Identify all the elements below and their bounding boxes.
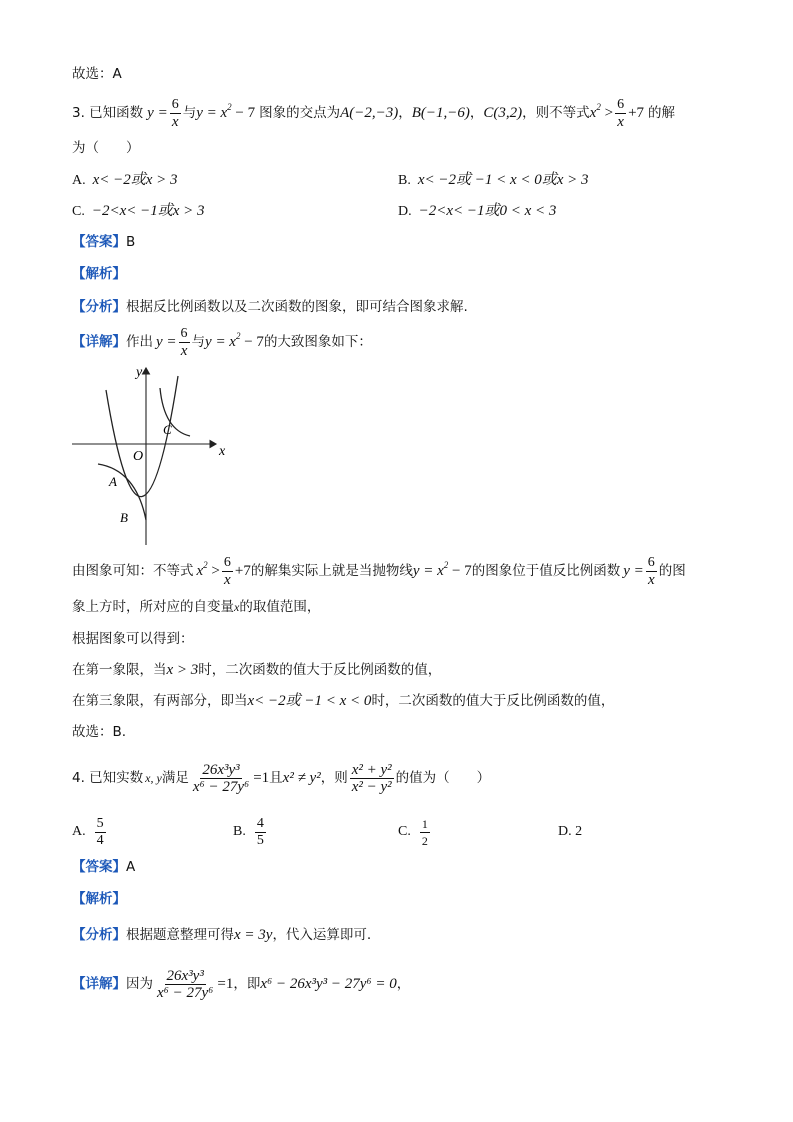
q3-answer: 【答案】B [72, 234, 136, 250]
q3-option-a: A. x< −2或x > 3 [72, 172, 178, 188]
point-c: C(3,2) [483, 105, 523, 121]
graph-label-o: O [133, 449, 144, 464]
q4-fraction-1: $\frac{\text{26x³y³}}{\text{x⁶ − 27y⁶}}$ [192, 761, 250, 795]
q4-fraction-2: $\frac{\text{x² + y²}}{\text{x² − y²}}$ [351, 761, 392, 795]
function-graph [66, 360, 236, 550]
q3-conclusion-2: 象上方时，所对应的自变量x的取值范围， [72, 599, 321, 615]
graph-label-b: B [120, 510, 128, 525]
q3-conclusion-1: 由图象可知：不等式 $x^2$ > $\frac{6}{x}$ +7 的解集实际上就是当抛物线 $y = x^2 - 7$ 的图象位于值反比例函数 y = $\frac{6}{x}$ 的图 [72, 554, 686, 588]
prev-answer: 故选：A [72, 66, 122, 82]
q3-conclusion-5: 在第三象限，有两部分，即当x< −2或 −1 < x < 0时，二次函数的值大于反比例函数的值， [72, 693, 615, 709]
q3-option-c: C. −2<x< −1或x > 3 [72, 203, 205, 219]
q4-option-b: B. $\frac{4}{5}$ [233, 815, 264, 848]
q3-frac-6-over-x: $\frac{6}{x}$ [171, 96, 179, 130]
graph-label-x: x [219, 444, 226, 459]
q4-fenxi: 【分析】根据题意整理可得x = 3y，代入运算即可. [72, 927, 372, 943]
point-b: B(−1,−6) [411, 105, 470, 121]
q3-fenxi: 【分析】根据反比例函数以及二次函数的图象，即可结合图象求解. [72, 299, 468, 315]
q3-stem-line2: 为（ ） [72, 140, 140, 156]
q4-xiangjie-fraction: $\frac{\text{26x³y³}}{\text{x⁶ − 27y⁶}}$ [157, 967, 214, 1001]
q3-conclusion-4: 在第一象限，当x > 3时，二次函数的值大于反比例函数的值， [72, 662, 442, 678]
point-a: A(−2,−3) [340, 105, 399, 121]
q4-answer: 【答案】A [72, 859, 136, 875]
q3-stem-line1: 3. 已知函数 y = $\frac{6}{x}$ 与 $y = x^2 - 7$ 图象的交点为 A(−2,−3) ， B(−1,−6) ， C(3,2) ，则不等式 $x^2$ > $\frac{6}{x}$ +7 的解 [72, 96, 676, 130]
q3-y2: $y = x^2 - 7$ [196, 102, 256, 121]
q3-stem-num: 3. 已知函数 [72, 105, 144, 121]
graph-label-y: y [136, 365, 143, 380]
q3-analysis-tag: 【解析】 [72, 266, 126, 282]
q4-xiangjie: 【详解】 因为 $\frac{\text{26x³y³}}{\text{x⁶ − 27y⁶}}$ =1 ，即 x⁶ − 26x³y³ − 27y⁶ = 0 ， [72, 967, 411, 1001]
q3-y1: y = [147, 105, 168, 121]
q4-stem: 4. 已知实数 x, y 满足 $\frac{\text{26x³y³}}{\text{x⁶ − 27y⁶}}$ =1 且 x² ≠ y² ，则 $\frac{\text{x² + y²}}{\text{x² − y²}}$ 的值为（ ） [72, 761, 491, 795]
q4-option-a: A. $\frac{5}{4}$ [72, 815, 104, 848]
graph-label-c: C [163, 422, 172, 437]
q3-conclusion-3: 根据图象可以得到： [72, 631, 194, 647]
graph-label-a: A [109, 474, 117, 489]
q3-inequality: $x^2$ > [589, 102, 614, 121]
q3-xiangjie: 【详解】 作出 y = $\frac{6}{x}$ 与 $y = x^2 - 7$ 的大致图象如下： [72, 325, 372, 359]
q3-option-b: B. x< −2或 −1 < x < 0或x > 3 [398, 172, 589, 188]
q4-option-c: C. $\frac{1}{2}$ [398, 816, 428, 848]
q3-option-d: D. −2<x< −1或0 < x < 3 [398, 203, 557, 219]
q4-analysis-tag: 【解析】 [72, 891, 126, 907]
q4-option-d: D. 2 [558, 824, 583, 839]
q3-conclusion-6: 故选：B. [72, 724, 127, 740]
